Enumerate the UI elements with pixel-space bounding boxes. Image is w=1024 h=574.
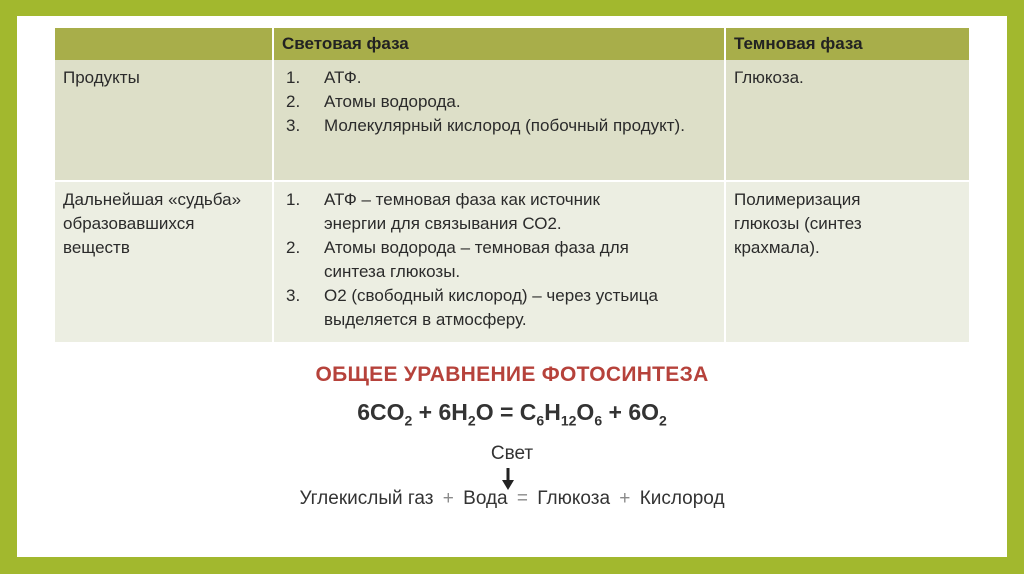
list-item (282, 284, 716, 332)
formula-subscript: 6 (594, 412, 603, 429)
row-label: Продукты (55, 60, 273, 181)
equation-title: ОБЩЕЕ УРАВНЕНИЕ ФОТОСИНТЕЗА (315, 363, 709, 386)
formula-part: O (576, 399, 595, 425)
item-number: 3. (286, 286, 301, 305)
list-item (282, 114, 716, 138)
numbered-list (282, 188, 716, 332)
dark-phase-cell: Глюкоза. (725, 60, 969, 181)
list-item (282, 66, 716, 90)
formula-subscript: 2 (467, 412, 476, 429)
photosynthesis-formula (17, 399, 1007, 429)
table-row (55, 181, 969, 342)
word-glucose: Глюкоза (537, 488, 611, 509)
plus-sign: + (442, 488, 454, 509)
list-item (282, 236, 716, 284)
table-header-row (55, 28, 969, 60)
light-condition-label: Свет (490, 443, 534, 464)
numbered-list (282, 66, 716, 138)
phases-table (55, 28, 969, 342)
list-item (282, 188, 716, 236)
item-text: О2 (свободный кислород) – через устьица выделяется в атмосферу. (324, 286, 658, 329)
table-row (55, 60, 969, 181)
formula-subscript: 6 (536, 412, 545, 429)
arrow-down-icon (502, 468, 514, 490)
item-text: Молекулярный кислород (побочный продукт). (324, 116, 685, 135)
item-number: 1. (286, 190, 301, 209)
item-text: АТФ. (324, 68, 362, 87)
item-number: 3. (286, 116, 301, 135)
formula-subscript: 2 (659, 412, 667, 429)
dark-phase-cell: Полимеризация глюкозы (синтез крахмала). (725, 181, 969, 342)
item-text: Атомы водорода. (324, 92, 461, 111)
word-oxygen: Кислород (639, 488, 725, 509)
formula-part: O = C (475, 399, 537, 425)
header-empty (55, 28, 273, 60)
plus-sign: + (619, 488, 631, 509)
list-item (282, 90, 716, 114)
formula-part: + 6O (602, 399, 660, 425)
formula-part: + 6H (412, 399, 468, 425)
light-phase-cell (273, 181, 725, 342)
word-carbon-dioxide: Углекислый газ (299, 488, 434, 509)
formula-part: 6CO (357, 399, 405, 425)
equals-sign: = (516, 488, 529, 509)
word-water: Вода (463, 488, 508, 509)
formula-subscript: 2 (404, 412, 413, 429)
item-text: Атомы водорода – темновая фаза для синтеза глюкозы. (324, 238, 629, 281)
item-number: 2. (286, 238, 301, 257)
row-label: Дальнейшая «судьба» образовавшихся веществ (55, 181, 273, 342)
light-phase-cell (273, 60, 725, 181)
item-text: АТФ – темновая фаза как источник энергии для связывания СО2. (324, 190, 600, 233)
item-number: 2. (286, 92, 301, 111)
header-light-phase: Световая фаза (273, 28, 725, 60)
slide (17, 16, 1007, 557)
formula-part: H (544, 399, 561, 425)
word-equation (17, 488, 1007, 510)
formula-subscript: 12 (560, 412, 577, 429)
item-number: 1. (286, 68, 301, 87)
header-dark-phase: Темновая фаза (725, 28, 969, 60)
